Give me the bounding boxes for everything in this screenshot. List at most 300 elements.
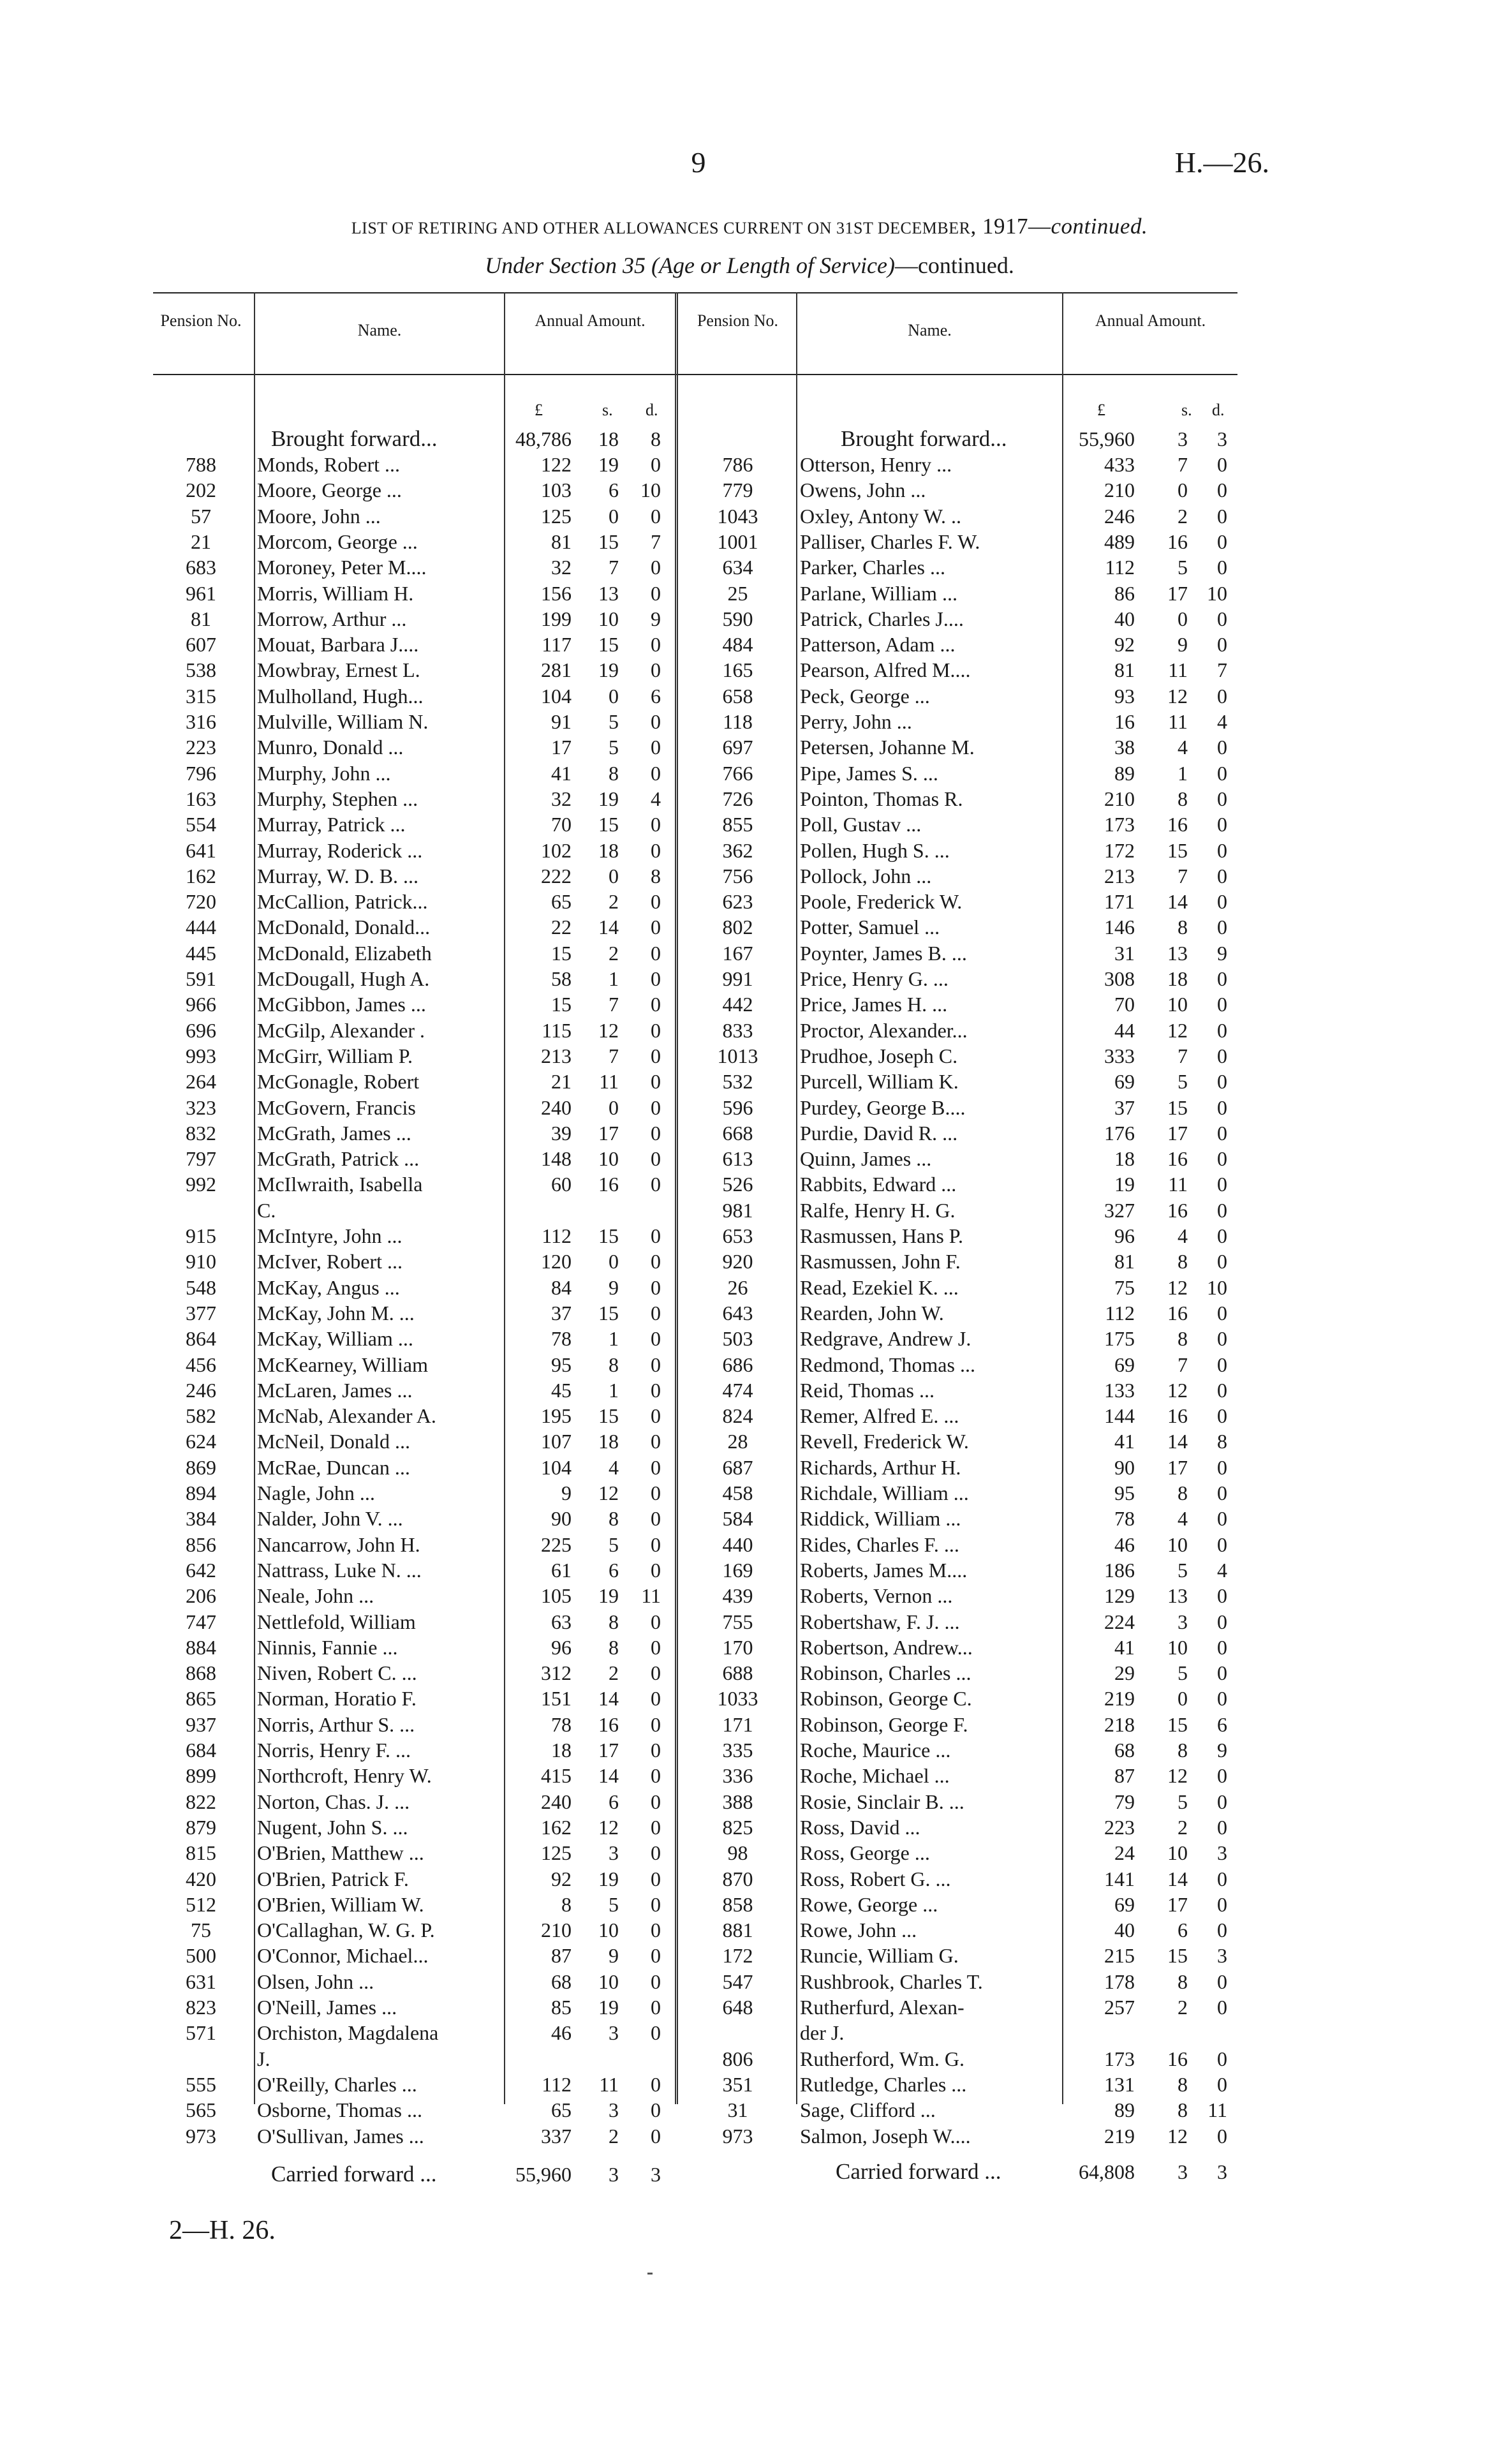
pension-number: 648 — [722, 1996, 753, 2019]
amount-pence: 0 — [1217, 1635, 1227, 1659]
amount-pounds: 17 — [551, 736, 572, 759]
pension-number: 915 — [186, 1224, 216, 1247]
pensioner-name: Rearden, John W. — [800, 1301, 944, 1325]
amount-pence: 0 — [1217, 1018, 1227, 1042]
amount-pence: 9 — [1217, 941, 1227, 965]
pensioner-name: McDonald, Donald... — [257, 916, 431, 939]
amount-pence: 4 — [1217, 710, 1227, 733]
header-name-right: Name. — [908, 321, 952, 339]
table-row — [153, 1763, 1237, 1788]
amount-pence: 0 — [1217, 1044, 1227, 1067]
amount-shillings: 16 — [1167, 1301, 1188, 1325]
pension-number: 858 — [722, 1892, 753, 1916]
subtitle-continued: —continued. — [894, 253, 1014, 278]
amount-pounds: 107 — [541, 1430, 572, 1453]
amount-shillings: 14 — [1167, 890, 1188, 914]
amount-pounds: 78 — [1114, 1507, 1135, 1531]
amount-pence: 0 — [1217, 1378, 1227, 1402]
pension-number: 206 — [186, 1584, 216, 1608]
table-row — [153, 1326, 1237, 1351]
amount-pounds: 125 — [541, 1841, 572, 1865]
table-row — [153, 940, 1237, 966]
pensioner-name: McGovern, Francis — [257, 1095, 416, 1119]
amount-pence: 0 — [651, 1661, 661, 1685]
amount-shillings: 10 — [598, 1147, 619, 1171]
pension-number: 442 — [722, 993, 753, 1016]
amount-pence: 0 — [651, 1353, 661, 1376]
amount-pounds: 219 — [1104, 2124, 1135, 2148]
amount-pounds: 39 — [551, 1121, 572, 1145]
pension-number: 165 — [722, 658, 753, 682]
pension-number: 169 — [722, 1558, 753, 1582]
amount-pence: 0 — [1217, 993, 1227, 1016]
pension-number: 832 — [186, 1121, 216, 1145]
pensioner-name: O'Neill, James ... — [257, 1996, 397, 2019]
amount-pounds: 210 — [541, 1919, 572, 1942]
pensioner-name: Revell, Frederick W. — [800, 1430, 969, 1453]
amount-pence: 0 — [1217, 1533, 1227, 1556]
pensioner-name: Rides, Charles F. ... — [800, 1533, 959, 1556]
table-row — [153, 1917, 1237, 1943]
amount-pounds: 433 — [1104, 453, 1135, 476]
table-row — [153, 1480, 1237, 1506]
amount-shillings: 3 — [609, 1841, 619, 1865]
pensioner-name: Roche, Maurice ... — [800, 1739, 951, 1762]
pension-number: 992 — [186, 1173, 216, 1196]
table-row — [153, 734, 1237, 760]
pensioner-name: Nancarrow, John H. — [257, 1533, 420, 1556]
table-row — [153, 1120, 1237, 1146]
amount-shillings: 8 — [609, 761, 619, 785]
pensioner-name: Nettlefold, William — [257, 1610, 416, 1633]
amount-shillings: 0 — [609, 1250, 619, 1273]
amount-pounds: 38 — [1114, 736, 1135, 759]
amount-shillings: 2 — [609, 2124, 619, 2148]
pension-number: 456 — [186, 1353, 216, 1376]
amount-shillings: 15 — [598, 530, 619, 553]
amount-pence: 0 — [651, 2072, 661, 2096]
pension-number: 571 — [186, 2021, 216, 2045]
table-row — [153, 606, 1237, 632]
amount-pence: 0 — [1217, 453, 1227, 476]
pension-number: 991 — [722, 967, 753, 990]
amount-pence: 0 — [651, 1635, 661, 1659]
amount-pounds: 115 — [542, 1018, 572, 1042]
amount-pence: 0 — [1217, 1687, 1227, 1711]
amount-pence: 0 — [1217, 1070, 1227, 1094]
pensioner-name: McGibbon, James ... — [257, 993, 426, 1016]
table-row — [153, 966, 1237, 991]
unit-shilling-right: s. — [1181, 401, 1192, 419]
amount-pence: 0 — [1217, 556, 1227, 579]
amount-shillings: 2 — [1178, 504, 1188, 528]
pensioner-name: Read, Ezekiel K. ... — [800, 1275, 959, 1299]
pensioner-name: Ross, George ... — [800, 1841, 930, 1865]
pension-number: 613 — [722, 1147, 753, 1171]
pensioner-name: Olsen, John ... — [257, 1970, 374, 1993]
pensioner-name: Richards, Arthur H. — [800, 1455, 961, 1479]
amount-pounds: 240 — [541, 1790, 572, 1813]
pensioner-name: Owens, John ... — [800, 479, 926, 502]
pension-number: 21 — [191, 530, 211, 553]
pension-number: 920 — [722, 1250, 753, 1273]
amount-pounds: 337 — [541, 2124, 572, 2148]
amount-pence: 0 — [651, 633, 661, 657]
amount-pounds: 31 — [1114, 941, 1135, 965]
amount-pounds: 213 — [541, 1044, 572, 1067]
pensioner-name: Rutherfurd, Alexan- — [800, 1996, 964, 2019]
amount-pounds: 146 — [1104, 916, 1135, 939]
pension-number: 444 — [186, 916, 216, 939]
pensioner-name: Ninnis, Fannie ... — [257, 1635, 398, 1659]
table-row — [153, 529, 1237, 554]
amount-pounds: 69 — [1114, 1353, 1135, 1376]
table-row — [153, 1660, 1237, 1686]
carried-forward-right-pounds: 64,808 — [1079, 2160, 1135, 2183]
pensioner-name: Purdie, David R. ... — [800, 1121, 958, 1145]
pensioner-name: Norman, Horatio F. — [257, 1687, 417, 1711]
pension-number: 25 — [727, 581, 748, 605]
amount-shillings: 12 — [598, 1815, 619, 1839]
pension-number: 796 — [186, 761, 216, 785]
pension-number: 993 — [186, 1044, 216, 1067]
amount-pounds: 75 — [1114, 1275, 1135, 1299]
amount-shillings: 13 — [598, 581, 619, 605]
pension-number: 631 — [186, 1970, 216, 1993]
amount-pence: 0 — [651, 1250, 661, 1273]
amount-pounds: 308 — [1104, 967, 1135, 990]
amount-pence: 0 — [651, 1455, 661, 1479]
table-row — [153, 1892, 1237, 1917]
amount-pounds: 173 — [1104, 2047, 1135, 2070]
pension-number: 623 — [722, 890, 753, 914]
amount-shillings: 0 — [1178, 479, 1188, 502]
amount-shillings: 5 — [1178, 1661, 1188, 1685]
amount-pence: 0 — [651, 1739, 661, 1762]
amount-pounds: 81 — [551, 530, 572, 553]
brought-forward-right-pounds: 55,960 — [1079, 427, 1135, 450]
pensioner-name: Roche, Michael ... — [800, 1764, 950, 1788]
amount-shillings: 15 — [598, 1224, 619, 1247]
amount-shillings: 15 — [1167, 1095, 1188, 1119]
carried-forward-right-label: Carried forward ... — [836, 2159, 1001, 2184]
pensioner-name: Moore, George ... — [257, 479, 402, 502]
pensioner-name: Patrick, Charles J.... — [800, 607, 964, 630]
pension-number: 869 — [186, 1455, 216, 1479]
pension-number: 167 — [722, 941, 753, 965]
brought-forward-left-pence: 8 — [651, 427, 661, 450]
amount-pounds: 87 — [1114, 1764, 1135, 1788]
amount-pence: 0 — [1217, 864, 1227, 887]
amount-pence: 0 — [1217, 1250, 1227, 1273]
amount-pounds: 61 — [551, 1558, 572, 1582]
amount-pence: 0 — [651, 1507, 661, 1531]
carried-forward-left-pounds: 55,960 — [515, 2163, 572, 2186]
amount-pence: 0 — [651, 1610, 661, 1633]
amount-pounds: 218 — [1104, 1712, 1135, 1736]
amount-pence: 0 — [1217, 916, 1227, 939]
pensioner-name: McCallion, Patrick... — [257, 890, 428, 914]
table-row — [153, 838, 1237, 863]
pensioner-name: Mulville, William N. — [257, 710, 429, 733]
amount-pence: 0 — [1217, 967, 1227, 990]
table-row — [153, 1815, 1237, 1840]
pension-number: 641 — [186, 838, 216, 862]
amount-shillings: 12 — [598, 1018, 619, 1042]
amount-pence: 0 — [651, 2098, 661, 2122]
amount-pence: 0 — [1217, 1867, 1227, 1890]
pensioner-name: Nugent, John S. ... — [257, 1815, 408, 1839]
table-row — [153, 1095, 1237, 1120]
amount-shillings: 4 — [1178, 1507, 1188, 1531]
amount-pounds: 175 — [1104, 1327, 1135, 1351]
amount-pounds: 85 — [551, 1996, 572, 2019]
pensioner-name: Perry, John ... — [800, 710, 912, 733]
pension-number: 686 — [722, 1353, 753, 1376]
amount-pence: 0 — [651, 1121, 661, 1145]
pensioner-name: McGonagle, Robert — [257, 1070, 420, 1094]
pensioner-name: Potter, Samuel ... — [800, 916, 940, 939]
amount-pounds: 91 — [551, 710, 572, 733]
header-name-left: Name. — [357, 321, 402, 339]
pension-number: 532 — [722, 1070, 753, 1094]
amount-pounds: 102 — [541, 838, 572, 862]
amount-pounds: 41 — [551, 761, 572, 785]
amount-pounds: 32 — [551, 556, 572, 579]
amount-shillings: 8 — [1178, 2098, 1188, 2122]
amount-pence: 0 — [651, 1944, 661, 1968]
amount-shillings: 12 — [598, 1481, 619, 1504]
amount-pence: 0 — [651, 1867, 661, 1890]
amount-shillings: 12 — [1167, 1275, 1188, 1299]
table-row — [153, 1198, 1237, 1223]
table-row — [153, 761, 1237, 786]
amount-pence: 0 — [651, 556, 661, 579]
header-pension-no-right: Pension No. — [697, 311, 779, 330]
amount-pence: 0 — [651, 1919, 661, 1942]
amount-shillings: 8 — [1178, 1481, 1188, 1504]
pension-number: 316 — [186, 710, 216, 733]
pension-number: 981 — [722, 1198, 753, 1222]
amount-pence: 0 — [651, 890, 661, 914]
amount-shillings: 14 — [598, 1687, 619, 1711]
pensioner-name: McIntyre, John ... — [257, 1224, 402, 1247]
pension-number: 822 — [186, 1790, 216, 1813]
pension-number: 315 — [186, 684, 216, 708]
amount-pounds: 213 — [1104, 864, 1135, 887]
amount-pounds: 89 — [1114, 2098, 1135, 2122]
amount-pounds: 41 — [1114, 1430, 1135, 1453]
amount-pounds: 46 — [1114, 1533, 1135, 1556]
amount-pence: 0 — [651, 1224, 661, 1247]
header-annual-left: Annual Amount. — [535, 311, 646, 330]
pension-number: 653 — [722, 1224, 753, 1247]
amount-pounds: 95 — [1114, 1481, 1135, 1504]
pension-number: 500 — [186, 1944, 216, 1968]
amount-pence: 0 — [1217, 1173, 1227, 1196]
amount-pounds: 125 — [541, 504, 572, 528]
amount-pounds: 68 — [551, 1970, 572, 1993]
pension-number: 538 — [186, 658, 216, 682]
amount-pence: 0 — [651, 761, 661, 785]
amount-pence: 0 — [1217, 838, 1227, 862]
amount-pounds: 223 — [1104, 1815, 1135, 1839]
amount-shillings: 17 — [1167, 1121, 1188, 1145]
pension-number: 855 — [722, 813, 753, 836]
pension-number: 554 — [186, 813, 216, 836]
table-row — [153, 1171, 1237, 1197]
pension-number: 687 — [722, 1455, 753, 1479]
pension-number: 825 — [722, 1815, 753, 1839]
pensioner-name: Rowe, George ... — [800, 1892, 938, 1916]
table-row — [153, 709, 1237, 734]
pensioner-name: Robertshaw, F. J. ... — [800, 1610, 960, 1633]
pensioner-name: McNeil, Donald ... — [257, 1430, 410, 1453]
pensioner-name: Peck, George ... — [800, 684, 930, 708]
amount-shillings: 6 — [609, 1790, 619, 1813]
amount-pounds: 162 — [541, 1815, 572, 1839]
pensioner-name: Mulholland, Hugh... — [257, 684, 424, 708]
amount-shillings: 5 — [609, 710, 619, 733]
amount-pence: 3 — [1217, 1841, 1227, 1865]
table-row — [153, 1043, 1237, 1069]
amount-pence: 0 — [1217, 1353, 1227, 1376]
pensioner-name: Sage, Clifford ... — [800, 2098, 936, 2122]
amount-pence: 0 — [651, 1327, 661, 1351]
table-row — [153, 1249, 1237, 1274]
amount-pence: 4 — [651, 787, 661, 810]
pensioner-name: McGilp, Alexander . — [257, 1018, 425, 1042]
amount-pounds: 15 — [551, 941, 572, 965]
amount-shillings: 0 — [609, 1095, 619, 1119]
amount-pounds: 240 — [541, 1095, 572, 1119]
amount-pounds: 8 — [561, 1892, 572, 1916]
amount-pence: 0 — [1217, 1301, 1227, 1325]
table-row — [153, 1866, 1237, 1892]
amount-pence: 0 — [651, 993, 661, 1016]
pension-number: 624 — [186, 1430, 216, 1453]
amount-shillings: 6 — [609, 479, 619, 502]
pension-number: 823 — [186, 1996, 216, 2019]
amount-pence: 0 — [651, 967, 661, 990]
pensioner-name: McGrath, James ... — [257, 1121, 411, 1145]
amount-pence: 0 — [1217, 1584, 1227, 1608]
amount-shillings: 4 — [1178, 1224, 1188, 1247]
amount-pence: 0 — [1217, 1610, 1227, 1633]
pensioner-name: Poole, Frederick W. — [800, 890, 963, 914]
pension-number: 658 — [722, 684, 753, 708]
table-row — [153, 863, 1237, 889]
amount-shillings: 13 — [1167, 941, 1188, 965]
amount-shillings: 10 — [598, 1970, 619, 1993]
pensioner-name: Rutledge, Charles ... — [800, 2072, 967, 2096]
amount-pence: 0 — [1217, 1455, 1227, 1479]
pensioner-name: Price, Henry G. ... — [800, 967, 949, 990]
amount-pence: 0 — [1217, 1996, 1227, 2019]
amount-pence: 6 — [651, 684, 661, 708]
amount-shillings: 0 — [609, 684, 619, 708]
pensioner-name: McRae, Duncan ... — [257, 1455, 410, 1479]
amount-shillings: 17 — [1167, 1455, 1188, 1479]
subtitle-section: Under Section 35 (Age or Length of Service) — [485, 253, 895, 278]
amount-shillings: 7 — [1178, 864, 1188, 887]
amount-pence: 0 — [1217, 1919, 1227, 1942]
amount-pence: 0 — [651, 1558, 661, 1582]
amount-pence: 0 — [1217, 1481, 1227, 1504]
amount-shillings: 5 — [1178, 556, 1188, 579]
pension-number: 223 — [186, 736, 216, 759]
pensioner-name: Murphy, John ... — [257, 761, 391, 785]
amount-pence: 0 — [1217, 530, 1227, 553]
amount-shillings: 14 — [1167, 1867, 1188, 1890]
table-row — [153, 1223, 1237, 1249]
pension-number: 81 — [191, 607, 211, 630]
pensioner-name: Oxley, Antony W. .. — [800, 504, 962, 528]
amount-pence: 8 — [1217, 1430, 1227, 1453]
amount-pounds: 489 — [1104, 530, 1135, 553]
amount-shillings: 17 — [598, 1739, 619, 1762]
pension-number: 163 — [186, 787, 216, 810]
amount-shillings: 17 — [1167, 581, 1188, 605]
pension-number: 335 — [722, 1739, 753, 1762]
table-row — [153, 1943, 1237, 1968]
amount-pence: 4 — [1217, 1558, 1227, 1582]
title-year: , 1917— — [970, 214, 1051, 239]
pensioner-name: O'Brien, Patrick F. — [257, 1867, 409, 1890]
amount-shillings: 12 — [1167, 1764, 1188, 1788]
pensioner-name: Nattrass, Luke N. ... — [257, 1558, 422, 1582]
amount-shillings: 19 — [598, 787, 619, 810]
amount-shillings: 0 — [609, 864, 619, 887]
amount-pounds: 32 — [551, 787, 572, 810]
amount-shillings: 8 — [1178, 1970, 1188, 1993]
amount-shillings: 8 — [1178, 787, 1188, 810]
amount-pounds: 81 — [1114, 658, 1135, 682]
amount-pence: 0 — [651, 504, 661, 528]
amount-pence: 6 — [1217, 1712, 1227, 1736]
amount-pounds: 104 — [541, 1455, 572, 1479]
table-row — [153, 683, 1237, 709]
amount-pence: 0 — [651, 941, 661, 965]
amount-shillings: 4 — [1178, 736, 1188, 759]
table-row — [153, 812, 1237, 837]
pensioner-name: Pearson, Alfred M.... — [800, 658, 971, 682]
pension-number: 973 — [186, 2124, 216, 2148]
amount-shillings: 15 — [598, 1301, 619, 1325]
pension-number: 668 — [722, 1121, 753, 1145]
amount-pence: 0 — [651, 658, 661, 682]
pension-number: 726 — [722, 787, 753, 810]
amount-pounds: 89 — [1114, 761, 1135, 785]
pensioner-name: McNab, Alexander A. — [257, 1404, 436, 1428]
carried-forward-right-shillings: 3 — [1178, 2160, 1188, 2183]
pensioner-name: Palliser, Charles F. W. — [800, 530, 980, 553]
amount-pounds: 172 — [1104, 838, 1135, 862]
pension-number: 683 — [186, 556, 216, 579]
pensioner-name: Nagle, John ... — [257, 1481, 375, 1504]
pensioner-name: Rowe, John ... — [800, 1919, 917, 1942]
pensioner-name: Purdey, George B.... — [800, 1095, 966, 1119]
amount-pounds: 333 — [1104, 1044, 1135, 1067]
pension-number: 57 — [191, 504, 211, 528]
amount-pounds: 171 — [1104, 890, 1135, 914]
pension-number: 1013 — [717, 1044, 758, 1067]
table-row — [153, 1583, 1237, 1608]
amount-pence: 0 — [1217, 813, 1227, 836]
pension-number: 779 — [722, 479, 753, 502]
print-mark — [647, 2273, 653, 2275]
pensioner-name: Parker, Charles ... — [800, 556, 945, 579]
